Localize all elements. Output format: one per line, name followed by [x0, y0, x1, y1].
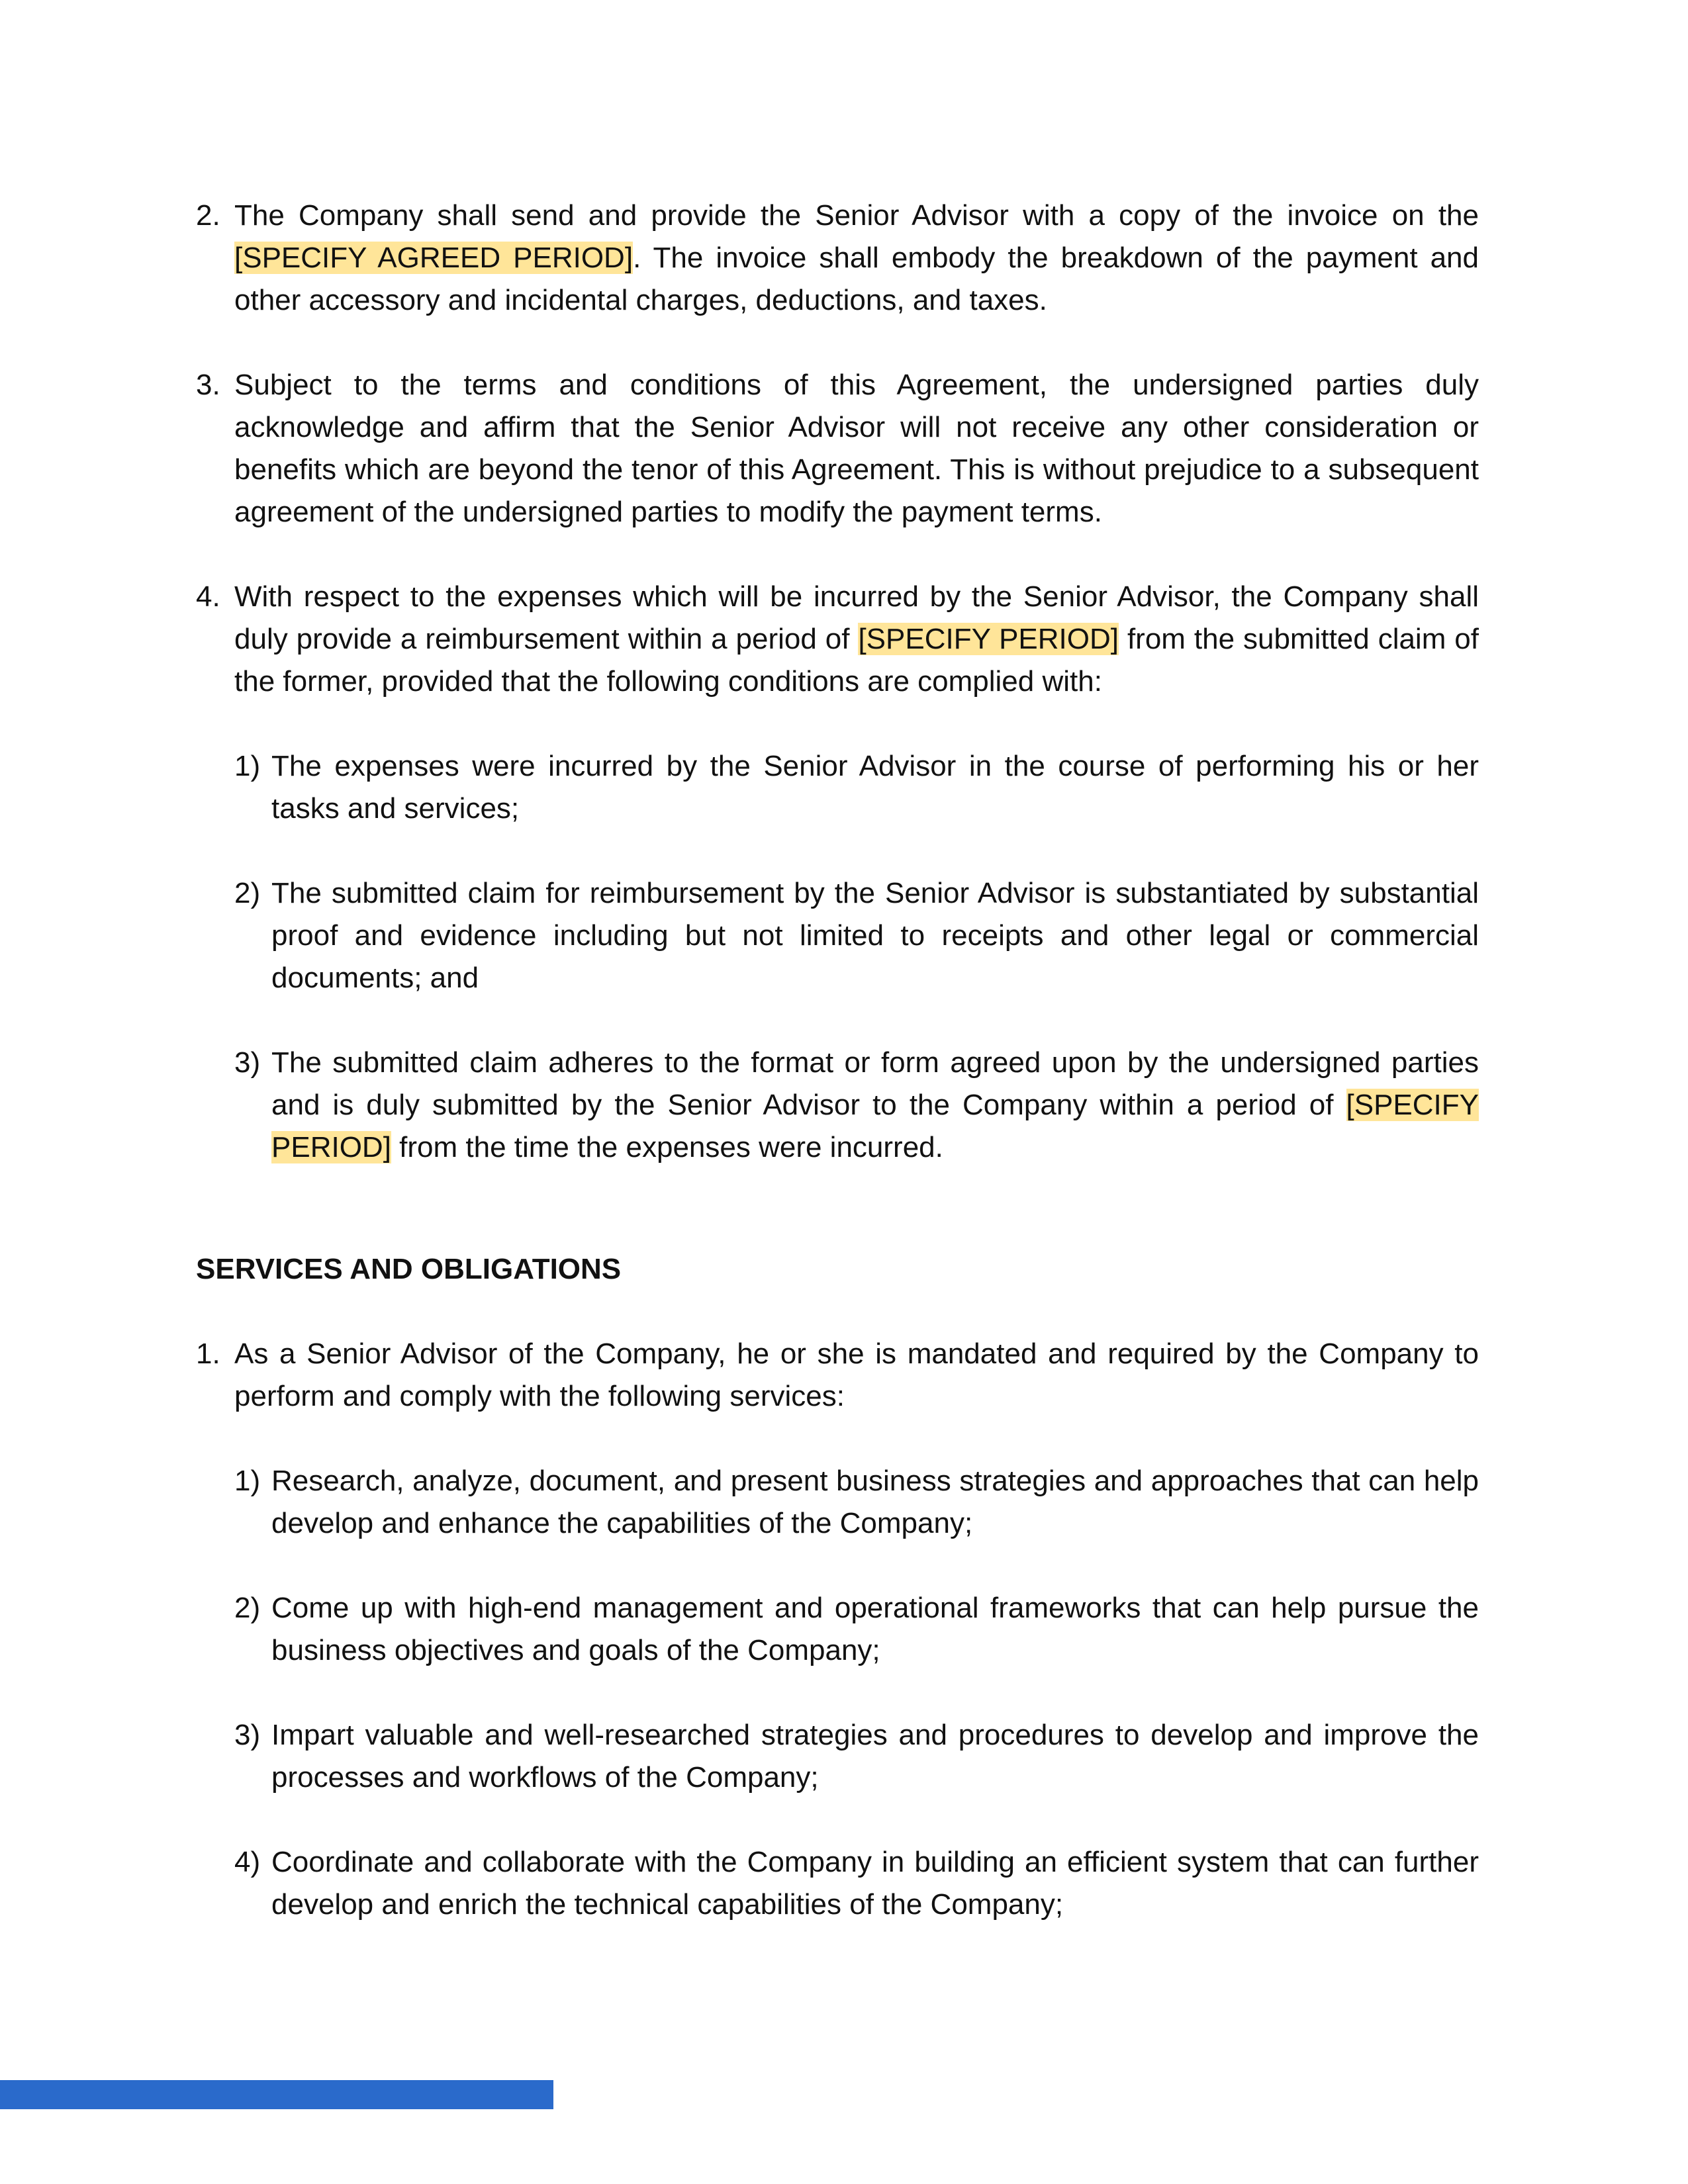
- condition-text: The expenses were incurred by the Senior Advisor in the course of performing his or her tasks and services;: [271, 750, 1479, 825]
- list-number: 4): [234, 1846, 261, 1878]
- list-number: 3.: [196, 369, 220, 401]
- condition-item-3: [196, 1042, 1479, 1169]
- service-item-2: [196, 1587, 1479, 1672]
- list-number: 2): [234, 1592, 261, 1624]
- payment-clause-2: [196, 195, 1479, 322]
- placeholder-highlight: [SPECIFY PERIOD]: [271, 1089, 1479, 1163]
- service-text: Coordinate and collaborate with the Company in building an efficient system that can further develop and enrich the technical capabilities of the Company;: [271, 1846, 1479, 1921]
- services-intro: [196, 1333, 1479, 1418]
- document-body: [196, 195, 1479, 1968]
- condition-item-1: [196, 745, 1479, 830]
- condition-text: from the time the expenses were incurred.: [391, 1131, 943, 1163]
- list-number: 3): [234, 1046, 261, 1079]
- clause-text: from the submitted claim of the former, provided that the following conditions are complied with:: [234, 623, 1479, 698]
- service-text: Impart valuable and well-researched strategies and procedures to develop and improve the processes and workflows of the Company;: [271, 1719, 1479, 1794]
- list-number: 3): [234, 1719, 261, 1751]
- payment-clause-3: [196, 364, 1479, 533]
- service-item-3: [196, 1714, 1479, 1799]
- list-number: 1): [234, 1465, 261, 1497]
- condition-item-2: [196, 872, 1479, 999]
- clause-text: Subject to the terms and conditions of this Agreement, the undersigned parties duly acknowledge and affirm that the Senior Advisor will not receive any other consideration or benefits which are beyond the tenor of this Agreement. This is without prejudice to a subsequent agreement of the undersigned parties to modify the payment terms.: [234, 369, 1479, 528]
- clause-text: The Company shall send and provide the Senior Advisor with a copy of the invoice on the: [234, 199, 1479, 232]
- clause-text: With respect to the expenses which will be incurred by the Senior Advisor, the Company shall duly provide a reimbursement within a period of: [234, 580, 1479, 655]
- service-item-4: [196, 1841, 1479, 1926]
- placeholder-highlight: [SPECIFY PERIOD]: [858, 623, 1119, 655]
- condition-text: The submitted claim adheres to the format or form agreed upon by the undersigned parties and is duly submitted by the Senior Advisor to the Company within a period of: [271, 1046, 1479, 1121]
- list-number: 1.: [196, 1338, 220, 1370]
- service-item-1: [196, 1460, 1479, 1545]
- payment-clause-4: [196, 576, 1479, 703]
- footer-accent-bar: [0, 2080, 553, 2109]
- condition-text: The submitted claim for reimbursement by the Senior Advisor is substantiated by substantial proof and evidence including but not limited to receipts and other legal or commercial documents; and: [271, 877, 1479, 994]
- service-text: Come up with high-end management and operational frameworks that can help pursue the business objectives and goals of the Company;: [271, 1592, 1479, 1666]
- list-number: 1): [234, 750, 261, 782]
- section-heading: SERVICES AND OBLIGATIONS: [196, 1253, 622, 1285]
- list-number: 2): [234, 877, 261, 909]
- service-text: Research, analyze, document, and present business strategies and approaches that can help develop and enhance the capabilities of the Company;: [271, 1465, 1479, 1539]
- list-number: 4.: [196, 580, 220, 613]
- clause-text: As a Senior Advisor of the Company, he or she is mandated and required by the Company to perform and comply with the following services:: [234, 1338, 1479, 1412]
- placeholder-highlight: [SPECIFY AGREED PERIOD]: [234, 242, 633, 274]
- clause-text: . The invoice shall embody the breakdown of the payment and other accessory and incidental charges, deductions, and taxes.: [234, 242, 1479, 316]
- list-number: 2.: [196, 199, 220, 232]
